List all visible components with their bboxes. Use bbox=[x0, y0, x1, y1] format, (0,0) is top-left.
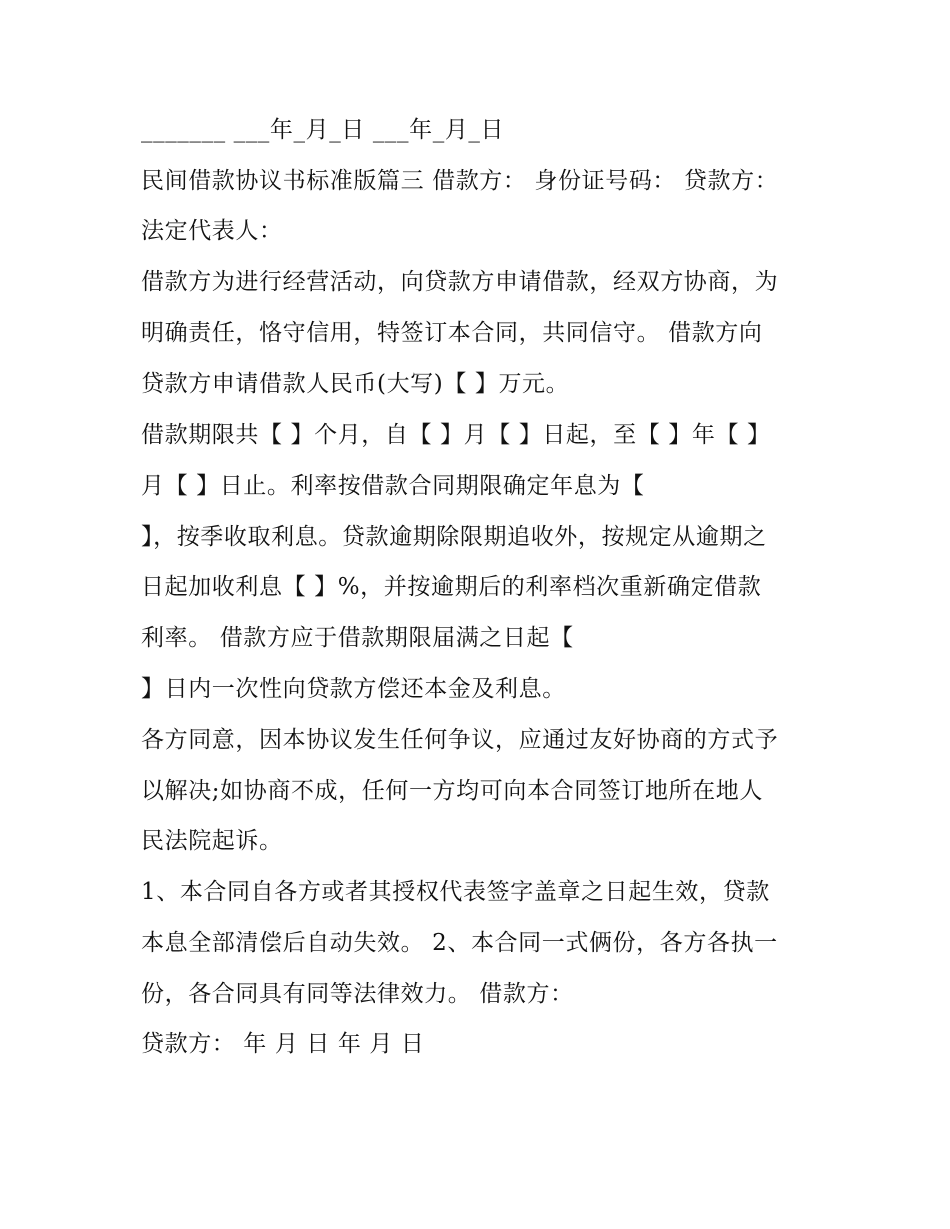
paragraph-line: 贷款方申请借款人民币(大写)【 】万元。 bbox=[141, 371, 570, 397]
date-blank-line: _______ ___年_月_日 ___年_月_日 bbox=[141, 117, 505, 143]
signature-date-line: 贷款方： 年 月 日 年 月 日 bbox=[141, 1031, 425, 1057]
paragraph-line: 】，按季收取利息。贷款逾期除限期追收外，按规定从逾期之 bbox=[141, 524, 767, 550]
paragraph-line: 利率。 借款方应于借款期限届满之日起【 bbox=[141, 625, 574, 651]
paragraph-line: 日起加收利息【 】%，并按逾期后的利率档次重新确定借款 bbox=[141, 574, 762, 600]
paragraph-line: 民法院起诉。 bbox=[141, 828, 283, 854]
paragraph-line: 借款方为进行经营活动，向贷款方申请借款，经双方协商，为 bbox=[141, 269, 779, 295]
title-parties-line: 民间借款协议书标准版篇三 借款方： 身份证号码： 贷款方： bbox=[141, 168, 779, 194]
paragraph-line: 明确责任，恪守信用，特签订本合同，共同信守。 借款方向 bbox=[141, 320, 763, 346]
paragraph-line: 以解决;如协商不成，任何一方均可向本合同签订地所在地人 bbox=[141, 778, 763, 804]
paragraph-line: 借款期限共【 】个月，自【 】月【 】日起，至【 】年【 】 bbox=[141, 422, 771, 448]
paragraph-line: 各方同意，因本协议发生任何争议，应通过友好协商的方式予 bbox=[141, 727, 779, 753]
legal-representative-line: 法定代表人： bbox=[141, 218, 283, 244]
paragraph-line: 份，各合同具有同等法律效力。 借款方： bbox=[141, 981, 574, 1007]
paragraph-line: 月【 】日止。利率按借款合同期限确定年息为【 bbox=[141, 473, 645, 499]
paragraph-line: 本息全部清偿后自动失效。 2、本合同一式俩份，各方各执一 bbox=[141, 930, 778, 956]
paragraph-line: 】日内一次性向贷款方偿还本金及利息。 bbox=[141, 676, 566, 702]
paragraph-line: 1、本合同自各方或者其授权代表签字盖章之日起生效，贷款 bbox=[141, 879, 770, 905]
